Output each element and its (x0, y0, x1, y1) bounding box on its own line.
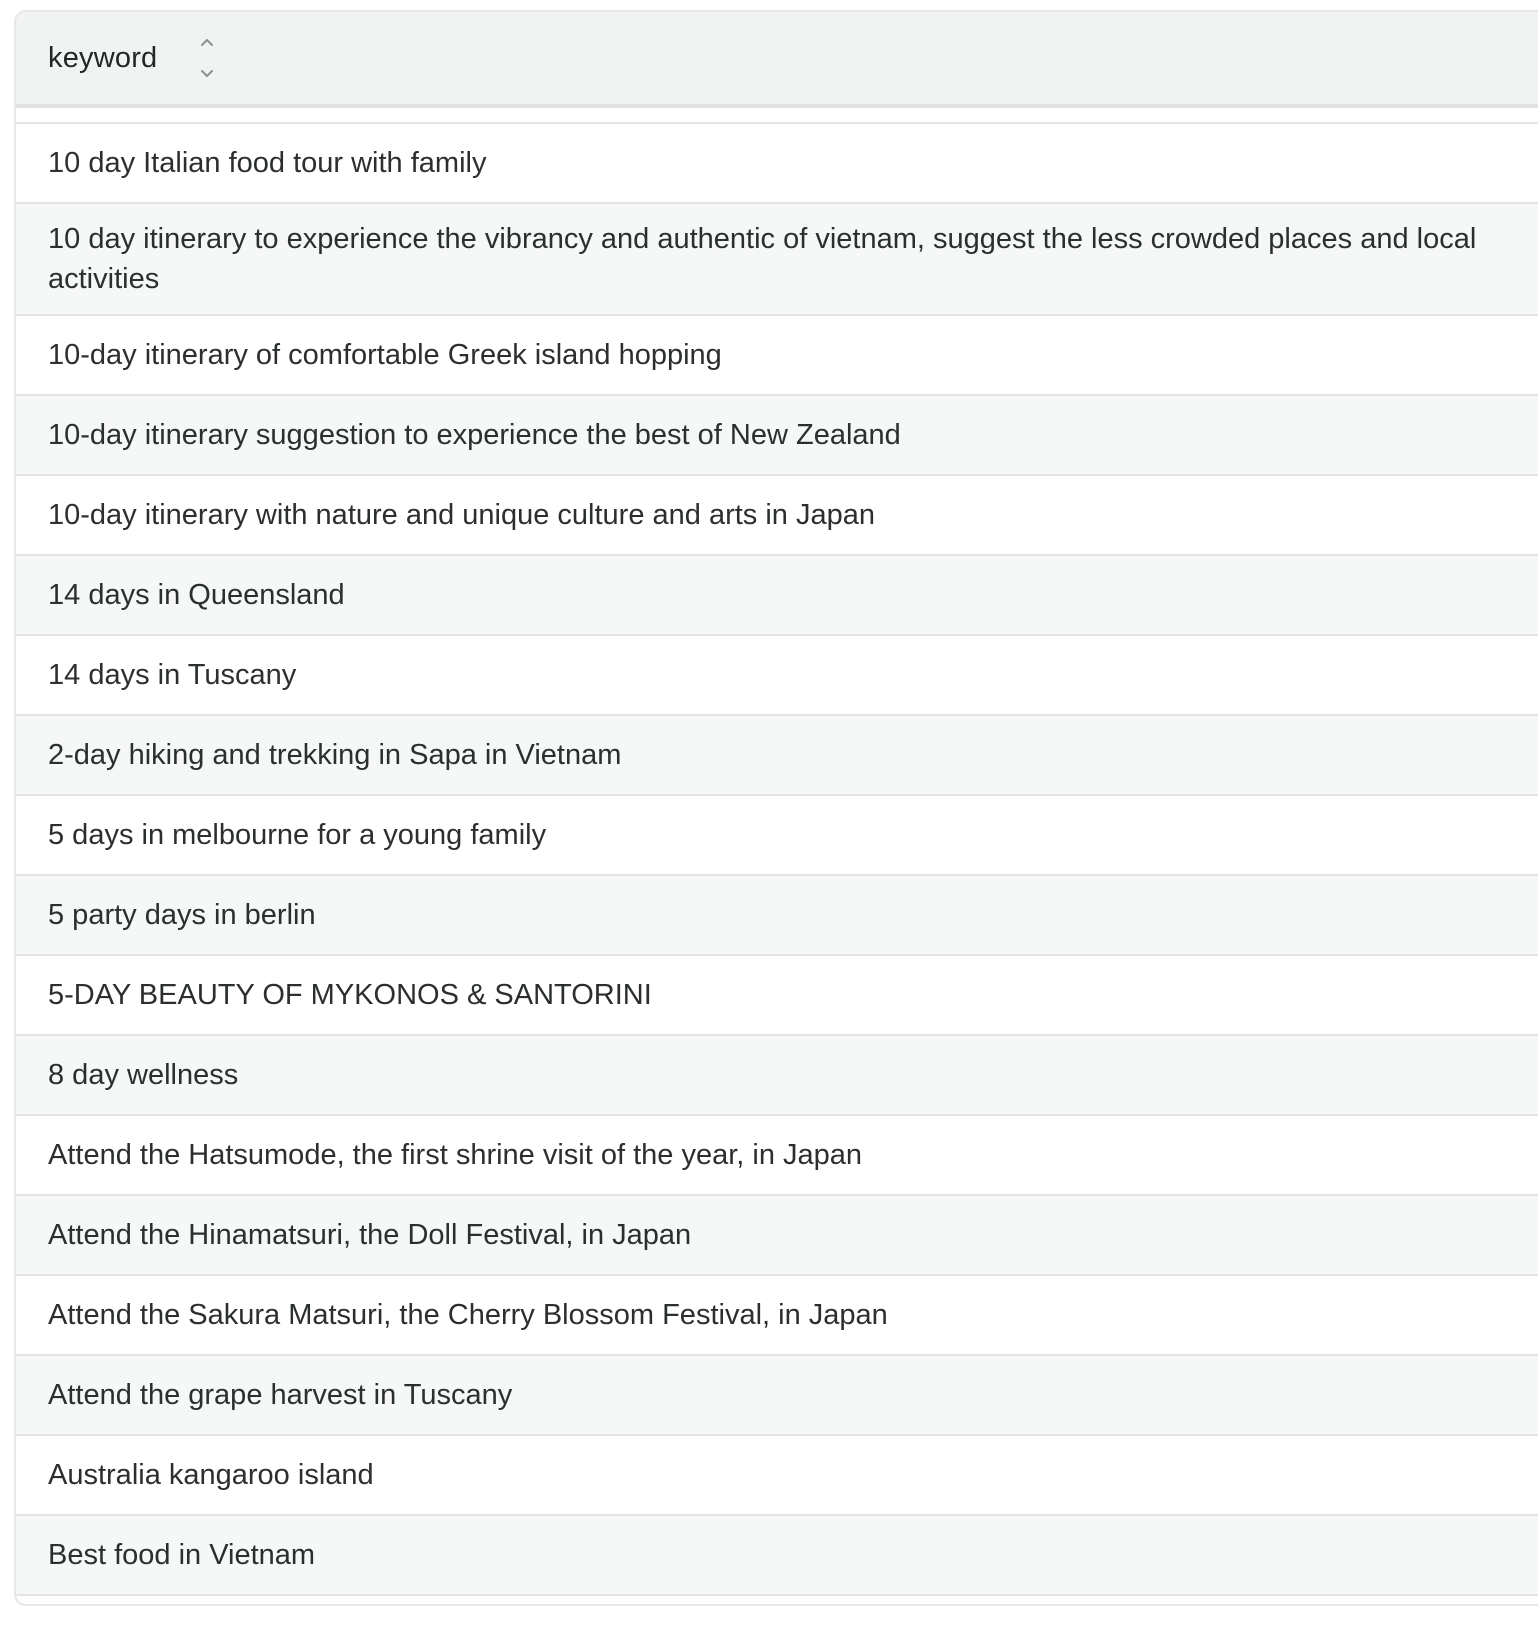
keyword-cell: 14 days in Queensland (48, 579, 345, 611)
table-row[interactable] (16, 636, 1538, 716)
table-row[interactable] (16, 796, 1538, 876)
keyword-cell: 10 day itinerary to experience the vibrancy and authentic of vietnam, suggest the less crowded places and local activities (48, 223, 1477, 295)
keyword-cell: 5-DAY BEAUTY OF MYKONOS & SANTORINI (48, 979, 652, 1011)
sort-up-down-icon[interactable] (195, 32, 219, 84)
keyword-cell: 10 day Italian food tour with family (48, 147, 487, 179)
keyword-cell: 14 days in Tuscany (48, 659, 297, 691)
table-row[interactable] (16, 716, 1538, 796)
table-header (16, 12, 1538, 108)
keyword-cell: 5 days in melbourne for a young family (48, 819, 547, 851)
table-row[interactable] (16, 1356, 1538, 1436)
keyword-cell: 2-day hiking and trekking in Sapa in Vietnam (48, 739, 622, 771)
keyword-cell: 10-day itinerary suggestion to experience the best of New Zealand (48, 419, 901, 451)
table-row[interactable] (16, 1036, 1538, 1116)
keyword-cell: 8 day wellness (48, 1059, 239, 1091)
sort-chevrons-svg (198, 36, 216, 80)
keyword-cell: Attend the Hatsumode, the first shrine visit of the year, in Japan (48, 1139, 863, 1171)
keyword-cell: 10-day itinerary with nature and unique culture and arts in Japan (48, 499, 876, 531)
keyword-table (14, 10, 1538, 1606)
header-spacer (16, 108, 1538, 124)
table-row[interactable] (16, 204, 1538, 316)
table-row[interactable] (16, 476, 1538, 556)
table-row[interactable] (16, 556, 1538, 636)
table-row[interactable] (16, 876, 1538, 956)
keyword-cell: Australia kangaroo island (48, 1459, 374, 1491)
table-row[interactable] (16, 1116, 1538, 1196)
table-row[interactable] (16, 1436, 1538, 1516)
keyword-cell: Best food in Vietnam (48, 1539, 316, 1571)
table-row[interactable] (16, 316, 1538, 396)
keyword-cell: Attend the Sakura Matsuri, the Cherry Blossom Festival, in Japan (48, 1299, 888, 1331)
keyword-cell: 10-day itinerary of comfortable Greek island hopping (48, 339, 722, 371)
keyword-cell: Attend the grape harvest in Tuscany (48, 1379, 513, 1411)
column-header-keyword[interactable]: keyword (48, 41, 158, 74)
table-row[interactable] (16, 396, 1538, 476)
keyword-cell: 5 party days in berlin (48, 899, 316, 931)
keyword-cell: Attend the Hinamatsuri, the Doll Festival, in Japan (48, 1219, 692, 1251)
table-row[interactable] (16, 1516, 1538, 1596)
table-row[interactable] (16, 1276, 1538, 1356)
table-row[interactable] (16, 1196, 1538, 1276)
table-row[interactable] (16, 956, 1538, 1036)
table-row[interactable] (16, 124, 1538, 204)
